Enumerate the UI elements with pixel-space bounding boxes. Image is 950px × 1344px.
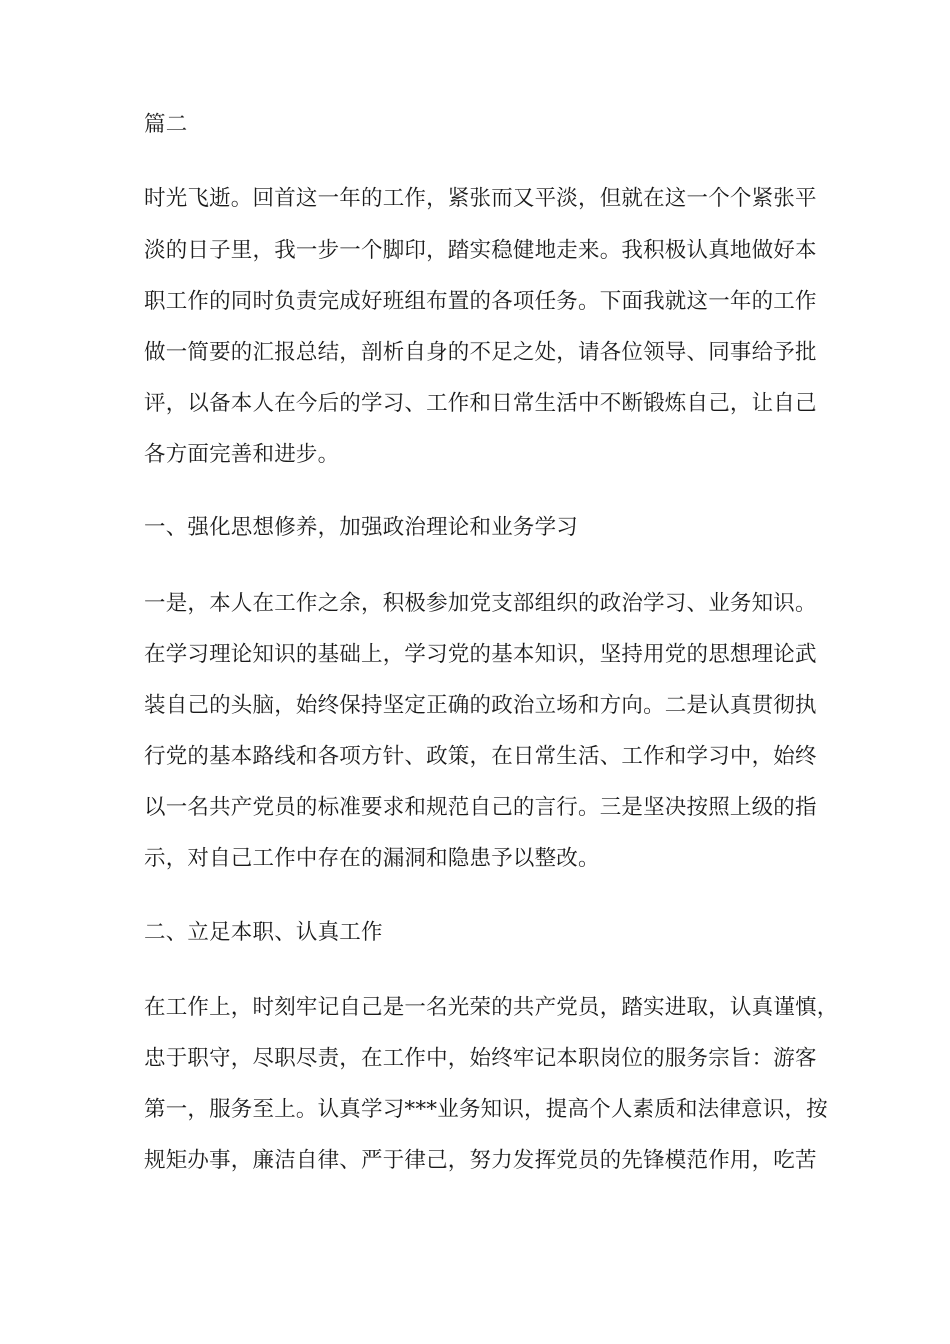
paragraph-2-line-2: 在学习理论知识的基础上，学习党的基本知识，坚持用党的思想理论武 [144,642,817,667]
paragraph-1-line-3: 职工作的同时负责完成好班组布置的各项任务。下面我就这一年的工作 [144,289,817,314]
paragraph-1-line-2: 淡的日子里，我一步一个脚印，踏实稳健地走来。我积极认真地做好本 [144,238,817,263]
paragraph-2-line-6: 示，对自己工作中存在的漏洞和隐患予以整改。 [144,846,600,871]
heading-2: 二、立足本职、认真工作 [144,920,383,945]
paragraph-3-line-4: 规矩办事，廉洁自律、严于律己，努力发挥党员的先锋模范作用，吃苦 [144,1148,817,1173]
paragraph-2-line-1: 一是，本人在工作之余，积极参加党支部组织的政治学习、业务知识。 [144,591,817,616]
paragraph-1-line-5: 评，以备本人在今后的学习、工作和日常生活中不断锻炼自己，让自己 [144,391,817,416]
paragraph-1-line-4: 做一简要的汇报总结，剖析自身的不足之处，请各位领导、同事给予批 [144,340,817,365]
paragraph-1-line-6: 各方面完善和进步。 [144,442,340,467]
paragraph-2-line-4: 行党的基本路线和各项方针、政策，在日常生活、工作和学习中，始终 [144,744,817,769]
section-title: 篇二 [144,112,188,137]
paragraph-1-line-1: 时光飞逝。回首这一年的工作，紧张而又平淡，但就在这一个个紧张平 [144,186,817,211]
heading-1: 一、强化思想修养，加强政治理论和业务学习 [144,515,579,540]
paragraph-3-line-1: 在工作上，时刻牢记自己是一名光荣的共产党员，踏实进取，认真谨慎， [144,995,839,1020]
paragraph-3-line-2: 忠于职守，尽职尽责，在工作中，始终牢记本职岗位的服务宗旨：游客 [144,1046,817,1071]
paragraph-2-line-3: 装自己的头脑，始终保持坚定正确的政治立场和方向。二是认真贯彻执 [144,693,817,718]
paragraph-2-line-5: 以一名共产党员的标准要求和规范自己的言行。三是坚决按照上级的指 [144,795,817,820]
paragraph-3-line-3: 第一，服务至上。认真学习***业务知识，提高个人素质和法律意识，按 [144,1097,828,1122]
